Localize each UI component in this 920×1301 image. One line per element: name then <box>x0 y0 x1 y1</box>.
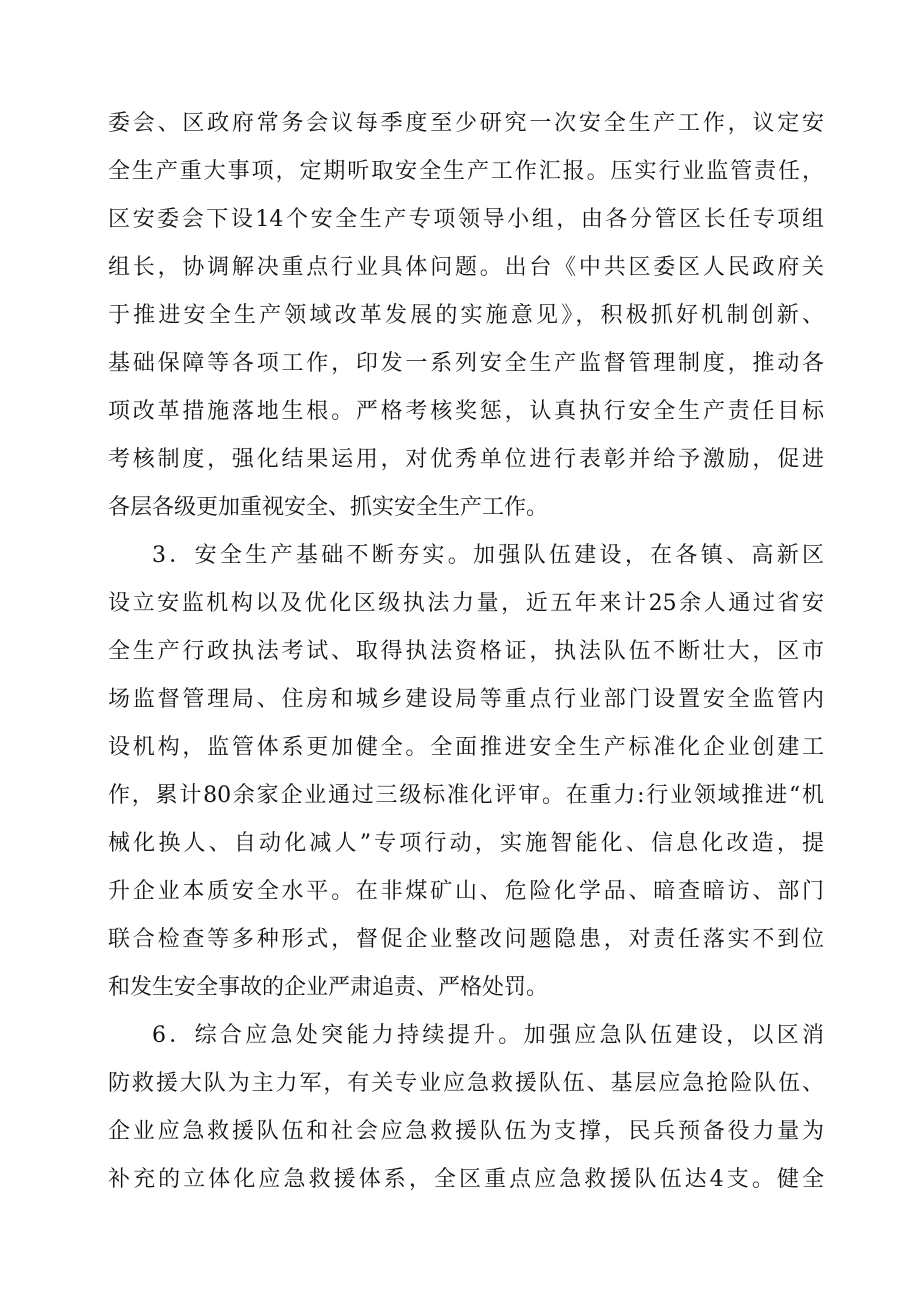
text-line: 项改革措施落地生根。严格考核奖惩，认真执行安全生产责任目标 <box>108 399 824 424</box>
text-line: 企业应急救援队伍和社会应急救援队伍为支撑，民兵预备役力量为 <box>108 1119 824 1144</box>
paragraph-3 <box>108 532 824 1012</box>
text-line: 补充的立体化应急救援体系，全区重点应急救援队伍达4支。健全 <box>108 1167 824 1192</box>
paragraph-continued <box>108 100 824 532</box>
text-line: 升企业本质安全水平。在非煤矿山、危险化学品、暗查暗访、部门 <box>108 879 824 904</box>
text-line: 基础保障等各项工作，印发一系列安全生产监督管理制度，推动各 <box>108 351 824 376</box>
text-line: 全生产行政执法考试、取得执法资格证，执法队伍不断壮大，区市 <box>108 639 824 664</box>
text-line: 各层各级更加重视安全、抓实安全生产工作。 <box>108 495 549 520</box>
text-line: 设立安监机构以及优化区级执法力量，近五年来计25余人通过省安 <box>108 591 824 616</box>
text-line: 区安委会下设14个安全生产专项领导小组，由各分管区长任专项组 <box>108 207 824 232</box>
text-line: 3．安全生产基础不断夯实。加强队伍建设，在各镇、高新区 <box>152 543 824 568</box>
text-line: 组长，协调解决重点行业具体问题。出台《中共区委区人民政府关 <box>108 255 824 280</box>
document-page <box>108 100 824 1204</box>
text-line: 委会、区政府常务会议每季度至少研究一次安全生产工作，议定安 <box>108 111 824 136</box>
text-line: 作，累计80余家企业通过三级标准化评审。在重力:行业领域推进“机 <box>108 783 824 808</box>
text-line: 和发生安全事故的企业严肃追责、严格处罚。 <box>108 975 549 1000</box>
text-line: 于推进安全生产领域改革发展的实施意见》，积极抓好机制创新、 <box>108 303 824 328</box>
text-line: 防救援大队为主力军，有关专业应急救援队伍、基层应急抢险队伍、 <box>108 1071 824 1096</box>
text-line: 6．综合应急处突能力持续提升。加强应急队伍建设，以区消 <box>152 1023 824 1048</box>
text-line: 械化换人、自动化减人”专项行动，实施智能化、信息化改造，提 <box>108 831 824 856</box>
text-line: 联合检查等多种形式，督促企业整改问题隐患，对责任落实不到位 <box>108 927 824 952</box>
text-line: 全生产重大事项，定期听取安全生产工作汇报。压实行业监管责任， <box>108 159 824 184</box>
text-line: 设机构，监管体系更加健全。全面推进安全生产标准化企业创建工 <box>108 735 824 760</box>
paragraph-6 <box>108 1012 824 1204</box>
text-line: 场监督管理局、住房和城乡建设局等重点行业部门设置安全监管内 <box>108 687 824 712</box>
text-line: 考核制度，强化结果运用，对优秀单位进行表彰并给予激励，促进 <box>108 447 824 472</box>
